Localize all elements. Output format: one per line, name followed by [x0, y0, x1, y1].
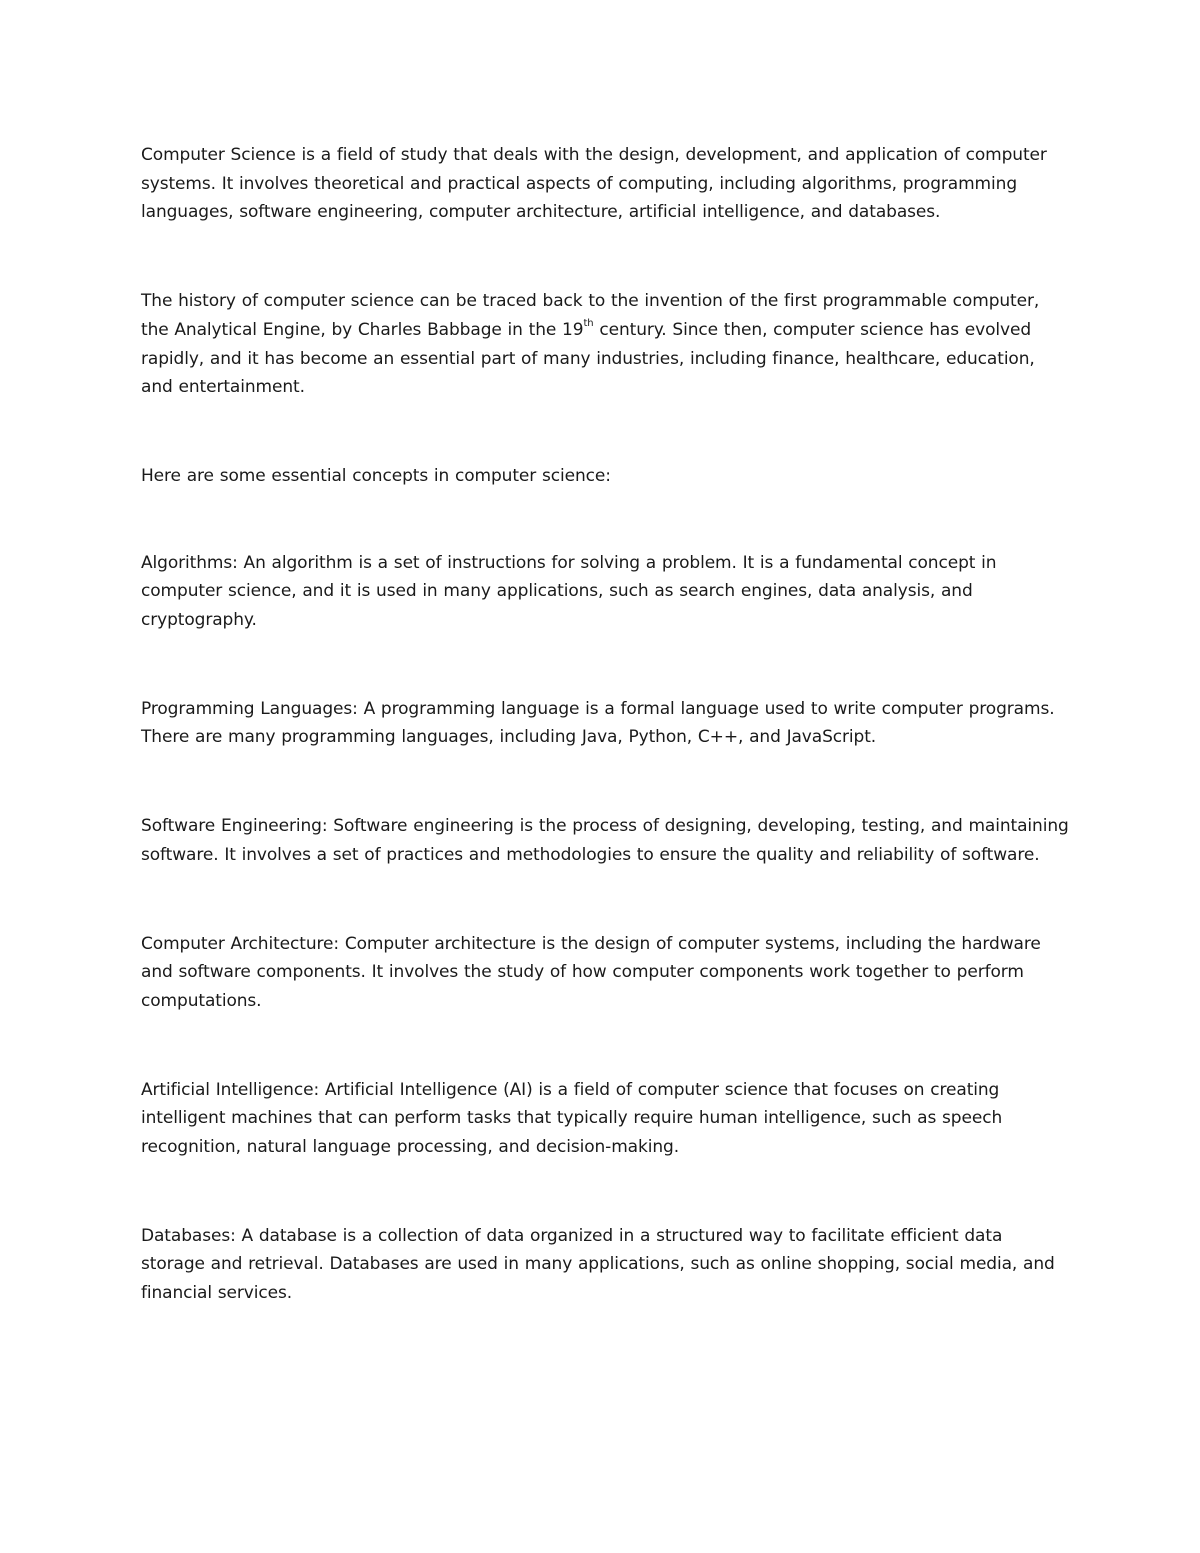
document-body — [141, 141, 1071, 1308]
intro-paragraph: Computer Science is a field of study that deals with the design, development, and application of computer systems. It involves theoretical and practical aspects of computing, including algorithms, programming languages, software engineering, computer architecture, artificial intelligence, and databases. — [141, 145, 1047, 223]
ordinal-superscript: th — [583, 318, 594, 330]
paragraph-spacer — [141, 870, 1071, 930]
paragraph-spacer — [141, 1162, 1071, 1222]
paragraph-spacer — [141, 227, 1071, 287]
databases-paragraph: Databases: A database is a collection of data organized in a structured way to facilitate efficient data storage and retrieval. Databases are used in many applications, such as online shopping, social media, and financial services. — [141, 1225, 1055, 1304]
software-engineering-paragraph: Software Engineering: Software engineering is the process of designing, developing, testing, and maintaining software. It involves a set of practices and methodologies to ensure the quality and reliability of software. — [141, 816, 1069, 865]
programming-languages-paragraph: Programming Languages: A programming language is a formal language used to write computer programs. There are many programming languages, including Java, Python, C++, and JavaScript. — [141, 698, 1055, 748]
paragraph-spacer — [141, 635, 1071, 695]
paragraph-spacer — [141, 752, 1071, 812]
concepts-intro-paragraph: Here are some essential concepts in computer science: — [141, 465, 611, 486]
history-text-start: The history of computer science can be traced back to the invention of the first programmable computer, the Analytical Engine, by Charles Babbage in the 19 — [141, 291, 1040, 340]
history-text-end: century. Since then, computer science has evolved rapidly, and it has become an essential part of many industries, including finance, healthcare, education, and entertainment. — [141, 319, 1035, 398]
history-paragraph — [141, 287, 1071, 402]
computer-architecture-paragraph: Computer Architecture: Computer architecture is the design of computer systems, including the hardware and software components. It involves the study of how computer components work together to perform computations. — [141, 933, 1041, 1011]
algorithms-paragraph: Algorithms: An algorithm is a set of instructions for solving a problem. It is a fundamental concept in computer science, and it is used in many applications, such as search engines, data analysis, and cryptography. — [141, 552, 997, 631]
artificial-intelligence-paragraph: Artificial Intelligence: Artificial Intelligence (AI) is a field of computer science that focuses on creating intelligent machines that can perform tasks that typically require human intelligence, such as speech recognition, natural language processing, and decision-making. — [141, 1079, 1003, 1158]
paragraph-spacer — [141, 1016, 1071, 1076]
paragraph-spacer — [141, 491, 1071, 549]
paragraph-spacer — [141, 402, 1071, 462]
